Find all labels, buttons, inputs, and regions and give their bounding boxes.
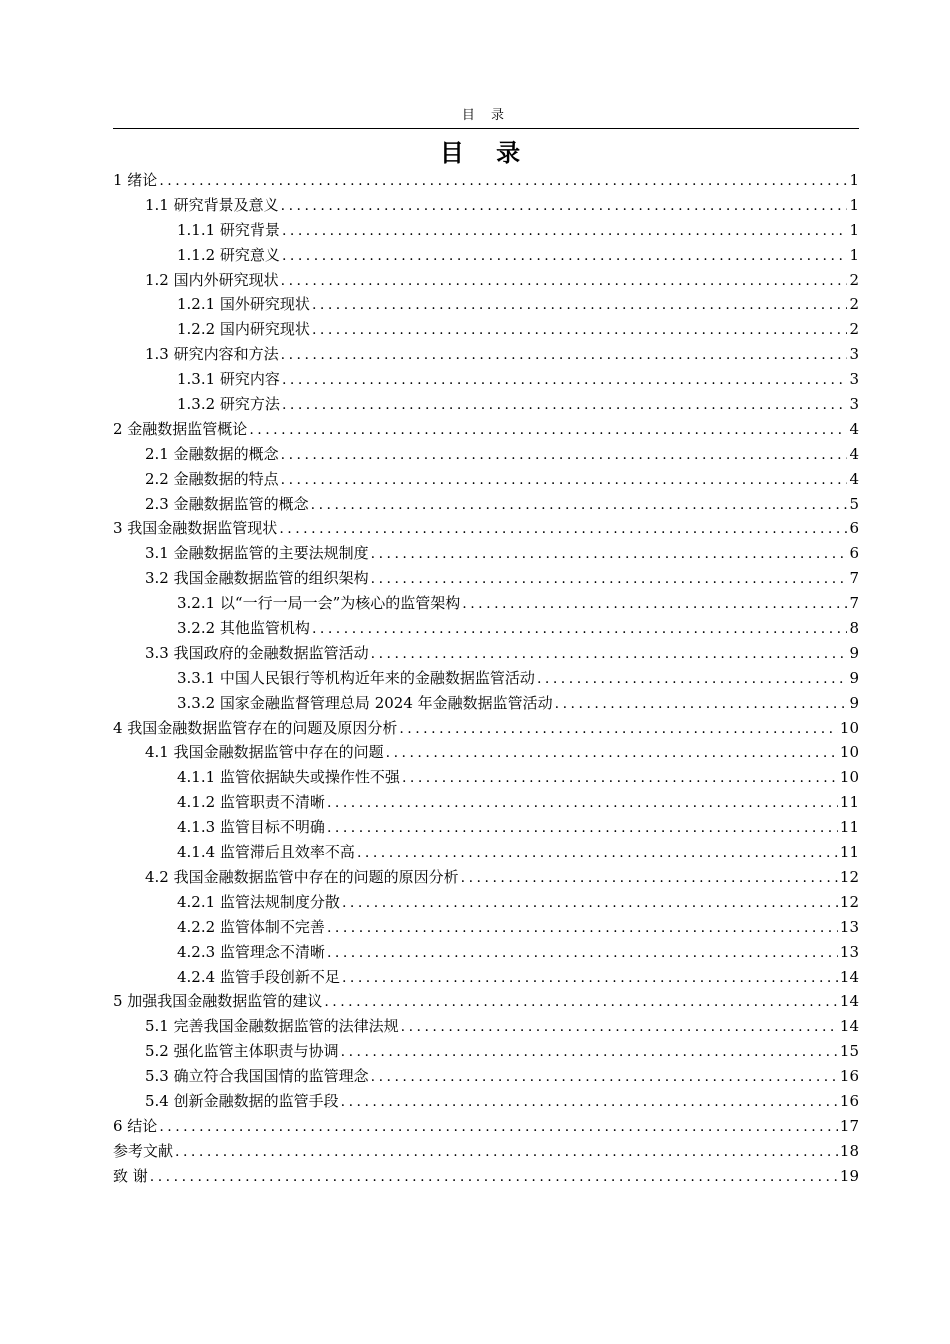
toc-entry-page-number: 2	[849, 320, 859, 339]
toc-entry-title: 致 谢	[113, 1166, 148, 1185]
toc-entry-page-number: 1	[849, 195, 859, 214]
toc-entry-title: 1.2 国内外研究现状	[145, 270, 279, 289]
toc-entry-page-number: 3	[849, 370, 859, 389]
toc-leader-dots	[282, 244, 847, 269]
toc-entry-page-number: 14	[839, 992, 859, 1011]
toc-entry-page-number: 6	[849, 519, 859, 538]
toc-leader-dots	[342, 966, 838, 991]
toc-leader-dots	[159, 169, 847, 194]
toc-title: 目 录	[439, 139, 533, 167]
toc-entry-page-number: 17	[839, 1116, 859, 1135]
toc-leader-dots	[371, 1065, 838, 1090]
toc-entry-page-number: 9	[849, 693, 859, 712]
toc-entry-title: 5.4 创新金融数据的监管手段	[145, 1091, 339, 1110]
toc-entry[interactable]	[113, 168, 859, 193]
toc-leader-dots	[312, 617, 847, 642]
toc-entry[interactable]	[113, 1089, 859, 1114]
toc-leader-dots	[371, 642, 847, 667]
toc-entry-page-number: 10	[839, 768, 859, 787]
toc-entry[interactable]	[113, 940, 859, 965]
toc-entry-title: 1.1 研究背景及意义	[145, 195, 279, 214]
toc-entry-page-number: 4	[849, 444, 859, 463]
toc-leader-dots	[342, 891, 838, 916]
toc-entry[interactable]	[113, 691, 859, 716]
toc-list	[113, 168, 859, 1189]
toc-entry-page-number: 10	[839, 743, 859, 762]
toc-entry[interactable]	[113, 915, 859, 940]
toc-entry-title: 3.3.2 国家金融监督管理总局 2024 年金融数据监管活动	[177, 693, 553, 712]
toc-entry-title: 5.3 确立符合我国国情的监管理念	[145, 1067, 369, 1086]
toc-leader-dots	[537, 667, 847, 692]
toc-entry-page-number: 8	[849, 619, 859, 638]
toc-entry-title: 1.2.1 国外研究现状	[177, 295, 310, 314]
toc-entry[interactable]	[113, 1114, 859, 1139]
toc-entry-title: 4.2 我国金融数据监管中存在的问题的原因分析	[145, 867, 459, 886]
toc-entry-title: 3.3.1 中国人民银行等机构近年来的金融数据监管活动	[177, 668, 535, 687]
toc-leader-dots	[282, 219, 847, 244]
toc-entry[interactable]	[113, 840, 859, 865]
toc-leader-dots	[386, 741, 838, 766]
toc-entry-page-number: 7	[849, 594, 859, 613]
toc-entry[interactable]	[113, 716, 859, 741]
toc-leader-dots	[327, 816, 838, 841]
toc-entry-title: 2 金融数据监管概论	[113, 419, 248, 438]
toc-entry[interactable]	[113, 965, 859, 990]
toc-entry-title: 1.1.1 研究背景	[177, 220, 280, 239]
toc-entry[interactable]	[113, 666, 859, 691]
toc-entry-title: 1.2.2 国内研究现状	[177, 320, 310, 339]
toc-leader-dots	[327, 941, 838, 966]
toc-entry-title: 4.1.1 监管依据缺失或操作性不强	[177, 768, 400, 787]
toc-leader-dots	[150, 1165, 838, 1190]
toc-entry-page-number: 1	[849, 220, 859, 239]
toc-entry[interactable]	[113, 1014, 859, 1039]
toc-leader-dots	[282, 368, 847, 393]
toc-entry-page-number: 1	[849, 171, 859, 189]
toc-leader-dots	[312, 318, 847, 343]
toc-leader-dots	[327, 791, 838, 816]
toc-entry-page-number: 3	[849, 395, 859, 414]
toc-leader-dots	[279, 517, 847, 542]
toc-entry-title: 4.1 我国金融数据监管中存在的问题	[145, 743, 384, 762]
toc-leader-dots	[399, 717, 838, 742]
toc-entry-page-number: 11	[839, 818, 859, 837]
toc-entry[interactable]	[113, 292, 859, 317]
toc-entry[interactable]	[113, 641, 859, 666]
toc-entry[interactable]	[113, 1139, 859, 1164]
toc-leader-dots	[282, 393, 847, 418]
toc-entry-title: 5.2 强化监管主体职责与协调	[145, 1042, 339, 1061]
toc-entry[interactable]	[113, 740, 859, 765]
toc-entry[interactable]	[113, 989, 859, 1014]
toc-leader-dots	[249, 418, 847, 443]
toc-entry-page-number: 13	[839, 942, 859, 961]
toc-entry[interactable]	[113, 1064, 859, 1089]
toc-entry-title: 4.2.3 监管理念不清晰	[177, 942, 325, 961]
toc-leader-dots	[462, 592, 847, 617]
toc-entry[interactable]	[113, 492, 859, 517]
toc-entry-page-number: 19	[839, 1166, 859, 1185]
running-header: 目 录	[461, 108, 511, 123]
toc-entry-page-number: 18	[839, 1141, 859, 1160]
toc-entry-title: 5.1 完善我国金融数据监管的法律法规	[145, 1017, 399, 1036]
toc-entry-page-number: 1	[849, 245, 859, 264]
toc-entry-page-number: 14	[839, 1017, 859, 1036]
toc-leader-dots	[281, 468, 847, 493]
toc-entry-page-number: 4	[849, 469, 859, 488]
toc-entry-title: 4.1.3 监管目标不明确	[177, 818, 325, 837]
toc-entry-page-number: 11	[839, 843, 859, 862]
toc-entry-page-number: 12	[839, 867, 859, 886]
toc-entry-page-number: 9	[849, 668, 859, 687]
toc-entry-title: 1 绪论	[113, 171, 158, 189]
toc-entry-page-number: 16	[839, 1067, 859, 1086]
toc-leader-dots	[341, 1040, 838, 1065]
toc-entry-page-number: 3	[849, 345, 859, 364]
toc-leader-dots	[312, 293, 847, 318]
header-rule	[113, 128, 859, 129]
toc-entry[interactable]	[113, 516, 859, 541]
toc-entry[interactable]	[113, 790, 859, 815]
toc-entry-title: 6 结论	[113, 1116, 158, 1135]
toc-entry[interactable]	[113, 193, 859, 218]
toc-entry-title: 3.3 我国政府的金融数据监管活动	[145, 643, 369, 662]
toc-entry-title: 2.3 金融数据监管的概念	[145, 494, 309, 513]
toc-entry[interactable]	[113, 566, 859, 591]
toc-entry-title: 3.2 我国金融数据监管的组织架构	[145, 569, 369, 588]
toc-entry-title: 1.3.2 研究方法	[177, 395, 280, 414]
toc-entry-title: 4.1.4 监管滞后且效率不高	[177, 843, 355, 862]
toc-entry-title: 4.2.1 监管法规制度分散	[177, 892, 340, 911]
toc-leader-dots	[281, 194, 847, 219]
toc-entry-page-number: 2	[849, 270, 859, 289]
toc-entry[interactable]	[113, 467, 859, 492]
toc-entry[interactable]	[113, 865, 859, 890]
toc-entry-title: 参考文献	[113, 1141, 174, 1160]
toc-entry-page-number: 14	[839, 967, 859, 986]
toc-leader-dots	[281, 269, 847, 294]
toc-leader-dots	[311, 493, 847, 518]
toc-entry[interactable]	[113, 243, 859, 268]
toc-entry-title: 4.2.4 监管手段创新不足	[177, 967, 340, 986]
toc-entry-page-number: 16	[839, 1091, 859, 1110]
toc-entry-title: 3.2.2 其他监管机构	[177, 619, 310, 638]
toc-entry[interactable]	[113, 342, 859, 367]
toc-entry-title: 3.1 金融数据监管的主要法规制度	[145, 544, 369, 563]
toc-entry-page-number: 9	[849, 643, 859, 662]
toc-entry-title: 1.1.2 研究意义	[177, 245, 280, 264]
toc-entry-page-number: 11	[839, 793, 859, 812]
toc-leader-dots	[357, 841, 838, 866]
toc-entry[interactable]	[113, 268, 859, 293]
toc-entry[interactable]	[113, 890, 859, 915]
toc-entry[interactable]	[113, 541, 859, 566]
toc-leader-dots	[327, 916, 838, 941]
toc-entry-page-number: 7	[849, 569, 859, 588]
toc-entry[interactable]	[113, 616, 859, 641]
toc-entry[interactable]	[113, 417, 859, 442]
toc-entry-page-number: 4	[849, 419, 859, 438]
toc-leader-dots	[371, 542, 847, 567]
toc-entry[interactable]	[113, 591, 859, 616]
toc-entry-title: 4.1.2 监管职责不清晰	[177, 793, 325, 812]
toc-entry-page-number: 6	[849, 544, 859, 563]
toc-entry-page-number: 2	[849, 295, 859, 314]
toc-entry[interactable]	[113, 392, 859, 417]
toc-entry-title: 3.2.1 以“一行一局一会”为核心的监管架构	[177, 594, 461, 613]
toc-entry-page-number: 15	[839, 1042, 859, 1061]
toc-entry[interactable]	[113, 1039, 859, 1064]
toc-entry[interactable]	[113, 815, 859, 840]
toc-leader-dots	[324, 990, 838, 1015]
toc-entry[interactable]	[113, 1164, 859, 1189]
toc-leader-dots	[461, 866, 838, 891]
toc-leader-dots	[281, 343, 847, 368]
toc-leader-dots	[371, 567, 847, 592]
toc-entry[interactable]	[113, 442, 859, 467]
toc-entry[interactable]	[113, 317, 859, 342]
toc-entry-title: 2.1 金融数据的概念	[145, 444, 279, 463]
toc-leader-dots	[175, 1140, 838, 1165]
toc-entry-page-number: 13	[839, 917, 859, 936]
toc-entry-title: 2.2 金融数据的特点	[145, 469, 279, 488]
toc-entry[interactable]	[113, 765, 859, 790]
toc-entry-page-number: 5	[849, 494, 859, 513]
toc-entry-title: 4.2.2 监管体制不完善	[177, 917, 325, 936]
toc-entry[interactable]	[113, 218, 859, 243]
toc-leader-dots	[402, 766, 838, 791]
toc-leader-dots	[159, 1115, 838, 1140]
toc-entry-page-number: 10	[839, 718, 859, 737]
toc-entry-title: 1.3.1 研究内容	[177, 370, 280, 389]
toc-leader-dots	[555, 692, 847, 717]
toc-leader-dots	[341, 1090, 838, 1115]
toc-entry-title: 3 我国金融数据监管现状	[113, 519, 278, 538]
toc-entry[interactable]	[113, 367, 859, 392]
toc-leader-dots	[401, 1015, 838, 1040]
toc-entry-page-number: 12	[839, 892, 859, 911]
toc-entry-title: 4 我国金融数据监管存在的问题及原因分析	[113, 718, 398, 737]
toc-entry-title: 1.3 研究内容和方法	[145, 345, 279, 364]
toc-leader-dots	[281, 443, 847, 468]
toc-entry-title: 5 加强我国金融数据监管的建议	[113, 992, 323, 1011]
